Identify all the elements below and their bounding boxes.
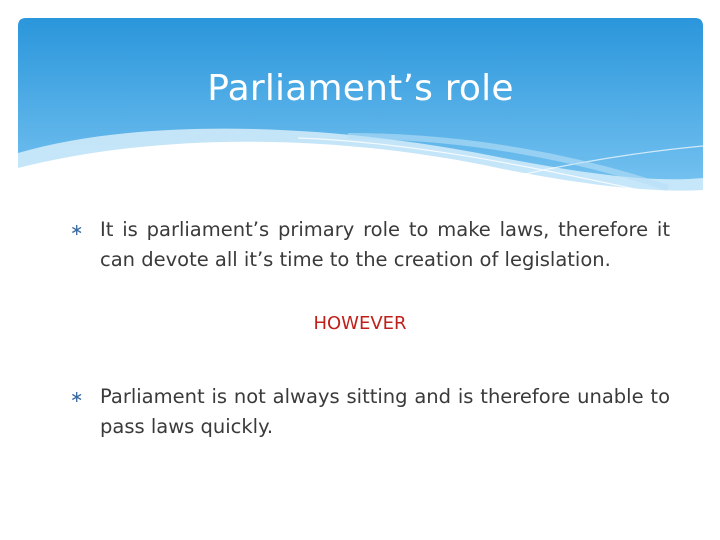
banner-wave-graphic [18, 18, 703, 208]
asterisk-bullet-icon: ∗ [70, 220, 84, 239]
bullet-item [70, 382, 670, 442]
asterisk-bullet-icon: ∗ [70, 387, 84, 406]
bullet-text: Parliament is not always sitting and is therefore unable to pass laws quickly. [100, 385, 670, 438]
bullet-text: It is parliament’s primary role to make laws, therefore it can devote all it’s time to the creation of legislation. [100, 218, 670, 271]
bullet-item [70, 215, 670, 275]
emphasis-text: HOWEVER [313, 313, 407, 334]
slide-title: Parliament’s role [207, 68, 514, 109]
title-banner [18, 18, 703, 208]
